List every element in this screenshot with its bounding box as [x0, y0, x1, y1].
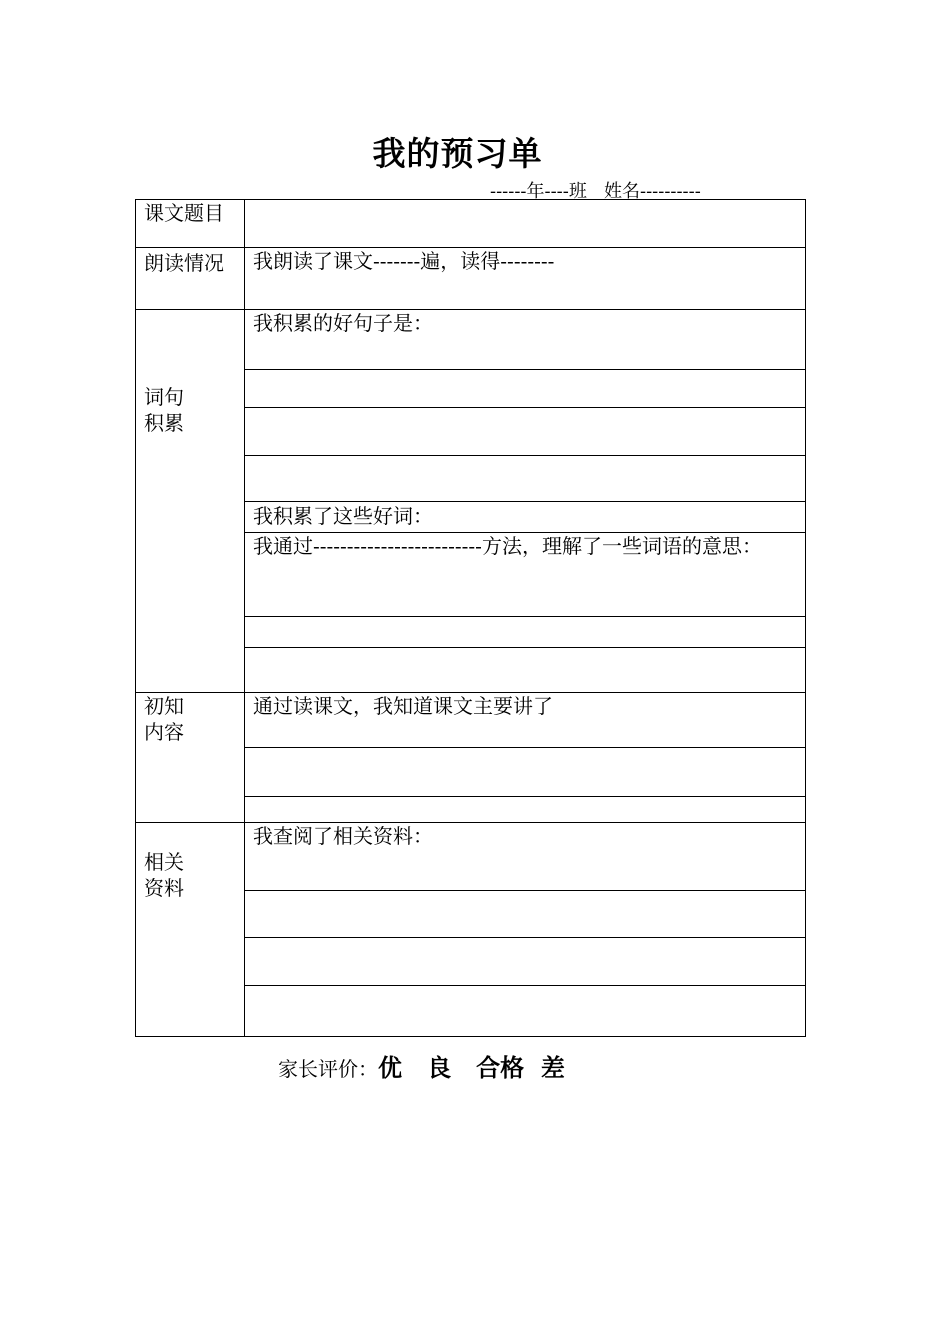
reading-row: [136, 248, 806, 310]
preview-sheet-table: [135, 199, 806, 1037]
content-row: [136, 693, 806, 748]
topic-row: [136, 200, 806, 248]
words-accumulation-label: [136, 310, 245, 693]
content-prompt[interactable]: 通过读课文，我知道课文主要讲了: [245, 693, 806, 748]
parent-evaluation: [278, 1048, 565, 1083]
page-title: 我的预习单: [372, 134, 543, 173]
sentence-line-1[interactable]: [245, 370, 806, 408]
sentence-line-3[interactable]: [245, 456, 806, 502]
method-line-2[interactable]: [245, 648, 806, 693]
content-label-line-1: 初知: [144, 694, 184, 718]
material-label-line-1: 相关: [144, 850, 184, 874]
content-line-1[interactable]: [245, 748, 806, 797]
parent-evaluation-label: 家长评价：: [278, 1057, 378, 1081]
words-label-line-1: 词句: [144, 385, 184, 409]
reading-label: 朗读情况: [136, 248, 245, 310]
related-material-label: [136, 823, 245, 1037]
sentences-prompt[interactable]: 我积累的好句子是：: [245, 310, 806, 370]
method-line-1[interactable]: [245, 617, 806, 648]
reading-field[interactable]: 我朗读了课文-------遍，读得--------: [245, 248, 806, 310]
topic-label: 课文题目: [136, 200, 245, 248]
sentence-line-2[interactable]: [245, 408, 806, 456]
grade-options[interactable]: 优 良 合格 差: [378, 1054, 565, 1082]
material-row: [136, 823, 806, 891]
material-line-1[interactable]: [245, 891, 806, 938]
method-prompt[interactable]: 我通过-------------------------方法，理解了一些词语的意思：: [245, 533, 806, 617]
content-overview-label: [136, 693, 245, 823]
material-prompt[interactable]: 我查阅了相关资料：: [245, 823, 806, 891]
sentences-row: [136, 310, 806, 370]
material-line-2[interactable]: [245, 938, 806, 986]
words-label-line-2: 积累: [144, 411, 184, 435]
words-prompt[interactable]: 我积累了这些好词：: [245, 502, 806, 533]
material-label-line-2: 资料: [144, 876, 184, 900]
class-name-line: ------年----班 姓名----------: [490, 181, 701, 202]
material-line-3[interactable]: [245, 986, 806, 1037]
content-label-line-2: 内容: [144, 720, 184, 744]
content-line-2[interactable]: [245, 797, 806, 823]
topic-field[interactable]: [245, 200, 806, 248]
